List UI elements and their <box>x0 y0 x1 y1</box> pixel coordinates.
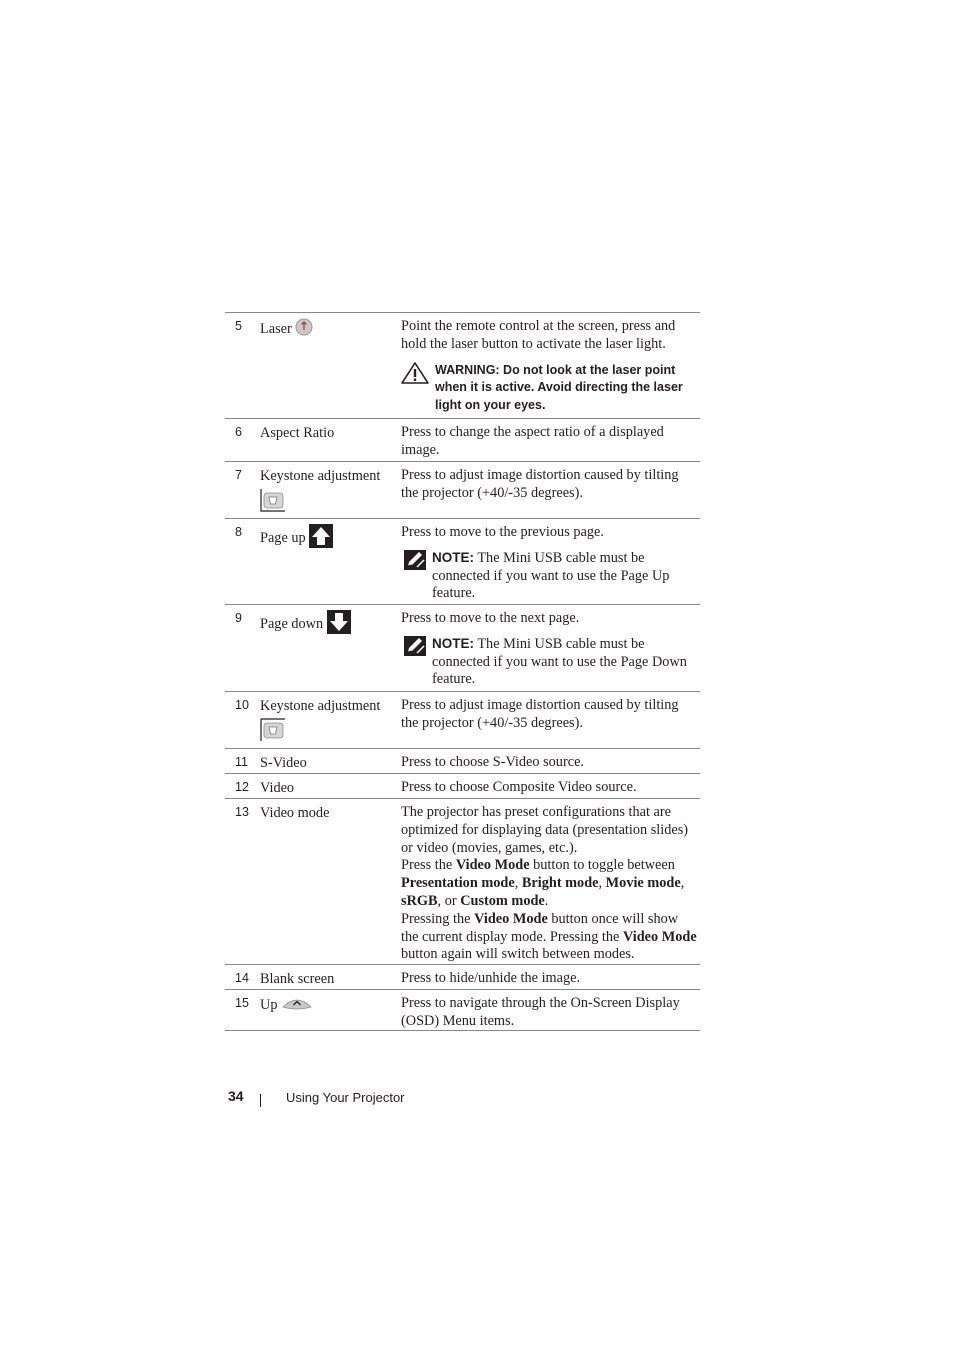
button-name: Video mode <box>260 805 330 821</box>
note-pencil-icon <box>404 550 426 576</box>
table-row <box>225 965 700 990</box>
button-description: Press to choose S-Video source. <box>401 754 584 770</box>
note-box <box>401 635 697 689</box>
row-number: 14 <box>235 971 249 985</box>
description-text: Press to move to the next page. <box>401 610 580 626</box>
row-number: 5 <box>235 319 242 333</box>
table-row <box>225 692 700 749</box>
laser-button-icon <box>295 318 313 341</box>
table-row <box>225 749 700 774</box>
button-description <box>401 804 697 964</box>
button-description: Press to hide/unhide the image. <box>401 970 581 986</box>
button-description: Press to choose Composite Video source. <box>401 779 637 795</box>
row-number: 10 <box>235 698 249 712</box>
description-paragraph: Pressing the Video Mode button once will show the current display mode. Pressing the Video Mode button again will switch between modes. <box>401 910 697 963</box>
warning-text: WARNING: Do not look at the laser point when it is active. Avoid directing the laser light on your eyes. <box>435 362 683 412</box>
warning-triangle-icon <box>401 362 429 390</box>
button-description <box>401 524 697 603</box>
button-name-label: Laser <box>260 320 292 337</box>
button-name-label: Up <box>260 996 278 1013</box>
description-text: Press to move to the previous page. <box>401 524 604 540</box>
table-row <box>225 990 700 1031</box>
row-number: 15 <box>235 996 249 1010</box>
table-row <box>225 519 700 605</box>
button-description <box>401 318 697 414</box>
button-name-label: Page up <box>260 529 306 546</box>
button-description: Press to navigate through the On-Screen Display (OSD) Menu items. <box>401 995 680 1029</box>
description-text: Point the remote control at the screen, press and hold the laser button to activate the laser light. <box>401 318 676 352</box>
up-button-icon <box>281 995 313 1016</box>
warning-box <box>401 362 697 415</box>
button-name <box>260 524 395 553</box>
table-row <box>225 605 700 692</box>
note-pencil-icon <box>404 636 426 662</box>
table-row <box>225 462 700 519</box>
row-number: 8 <box>235 525 242 539</box>
footer-divider <box>260 1094 261 1107</box>
page-number: 34 <box>228 1088 244 1104</box>
table-row <box>225 419 700 462</box>
button-name: Blank screen <box>260 971 335 987</box>
description-paragraph: The projector has preset configurations that are optimized for displaying data (presentation slides) or video (movies, games, etc.). <box>401 804 689 856</box>
note-text: The Mini USB cable must be connected if you want to use the Page Down feature. <box>432 635 687 688</box>
page-up-arrow-icon <box>309 524 333 553</box>
button-description <box>401 610 697 689</box>
note-box <box>401 549 697 603</box>
button-name <box>260 995 395 1016</box>
row-number: 9 <box>235 611 242 625</box>
description-paragraph: Press the Video Mode button to toggle between Presentation mode, Bright mode, Movie mode, sRGB, or Custom mode. <box>401 857 685 909</box>
table-row <box>225 774 700 799</box>
row-number: 11 <box>235 755 248 769</box>
button-name <box>260 610 395 639</box>
row-number: 12 <box>235 780 249 794</box>
button-name-label: Keystone adjustment <box>260 698 381 714</box>
button-description: Press to change the aspect ratio of a displayed image. <box>401 424 664 458</box>
button-description: Press to adjust image distortion caused by tilting the projector (+40/-35 degrees). <box>401 467 679 501</box>
note-label: NOTE: <box>432 549 474 565</box>
keystone-down-icon <box>260 718 286 747</box>
button-name: S-Video <box>260 755 307 771</box>
button-name <box>260 318 395 341</box>
table-row <box>225 313 700 419</box>
button-name <box>260 697 395 747</box>
button-name: Aspect Ratio <box>260 425 335 441</box>
button-description: Press to adjust image distortion caused by tilting the projector (+40/-35 degrees). <box>401 697 679 731</box>
button-name-label: Keystone adjustment <box>260 468 381 484</box>
button-name: Video <box>260 780 295 796</box>
row-number: 13 <box>235 805 249 819</box>
chapter-title: Using Your Projector <box>286 1090 405 1105</box>
note-text: The Mini USB cable must be connected if you want to use the Page Up feature. <box>432 549 670 602</box>
row-number: 6 <box>235 425 242 439</box>
page-down-arrow-icon <box>327 610 351 639</box>
row-number: 7 <box>235 468 242 482</box>
button-name-label: Page down <box>260 615 324 632</box>
remote-control-table <box>225 312 700 1031</box>
note-label: NOTE: <box>432 635 474 651</box>
button-name <box>260 467 395 517</box>
keystone-up-icon <box>260 488 286 517</box>
table-row <box>225 799 700 965</box>
